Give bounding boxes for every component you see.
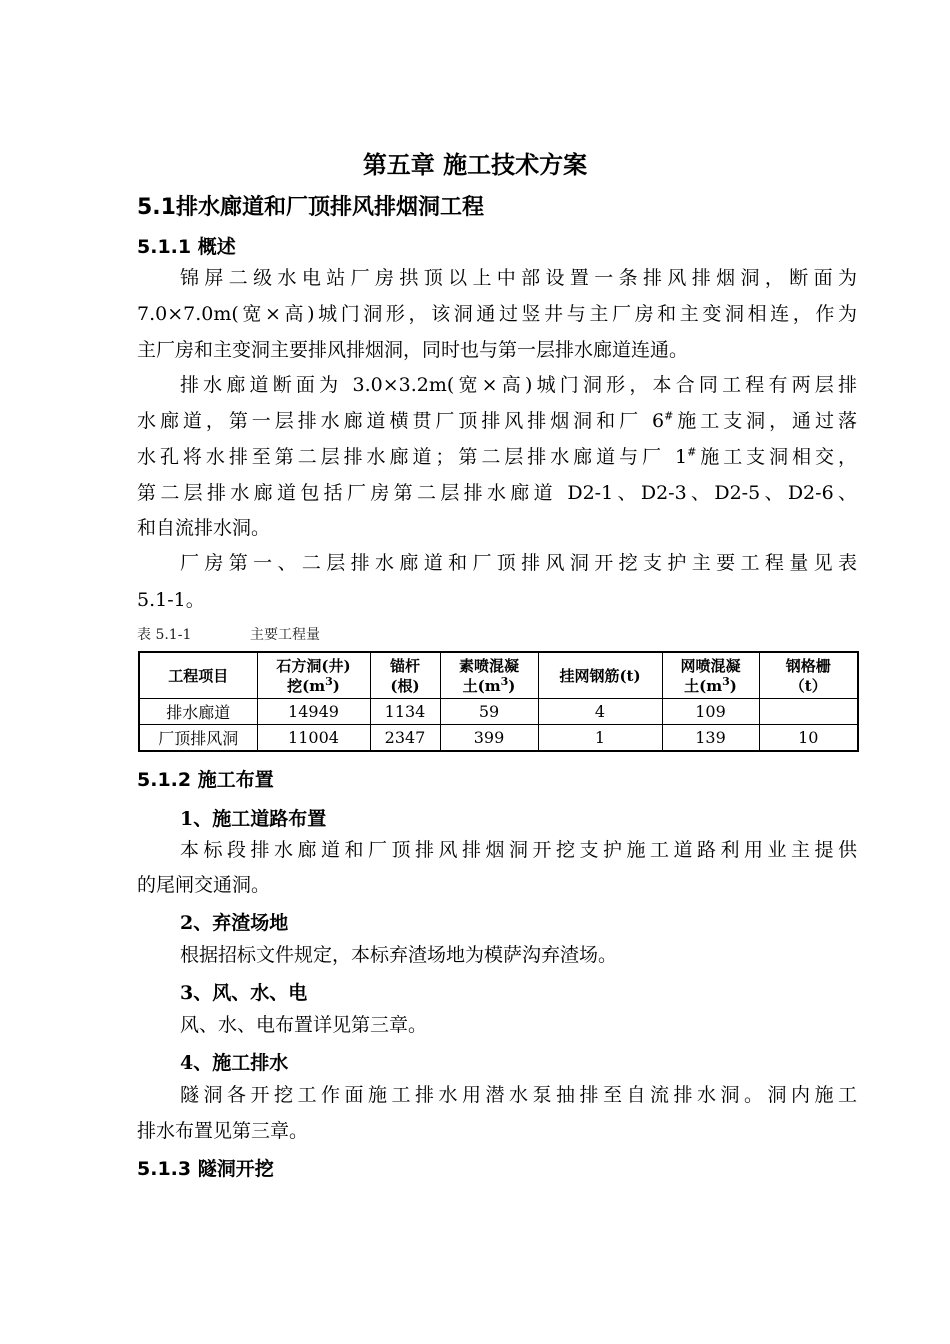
table-cell: 4 (538, 699, 662, 725)
paragraph-line: 根据招标文件规定，本标弃渣场地为模萨沟弃渣场。 (180, 944, 618, 966)
table-cell: 1 (538, 725, 662, 752)
table-cell: 59 (440, 699, 538, 725)
table-cell: 2347 (370, 725, 440, 752)
paragraph-line: 第二层排水廊道包括厂房第二层排水廊道 D2-1、D2-3、D2-5、D2-6、 (137, 482, 857, 504)
table-cell (759, 699, 858, 725)
table-header-row (139, 652, 858, 699)
subsection-title-511: 5.1.1 概述 (137, 236, 236, 258)
table-cell: 14949 (257, 699, 370, 725)
paragraph-line: 锦屏二级水电站厂房拱顶以上中部设置一条排风排烟洞，断面为 (180, 267, 857, 289)
table-cell: 1134 (370, 699, 440, 725)
table-cell: 109 (662, 699, 759, 725)
item-title: 4、施工排水 (180, 1052, 289, 1074)
column-header: 锚杆 (根) (370, 652, 440, 699)
paragraph-line: 7.0×7.0m(宽×高)城门洞形，该洞通过竖井与主厂房和主变洞相连，作为 (137, 303, 857, 325)
subsection-title-513: 5.1.3 隧洞开挖 (137, 1158, 274, 1180)
paragraph-line: 和自流排水洞。 (137, 517, 271, 539)
table-caption-title: 主要工程量 (250, 627, 320, 643)
paragraph-line: 水孔将水排至第二层排水廊道；第二层排水廊道与厂 1#施工支洞相交， (137, 445, 857, 468)
paragraph-line: 水廊道，第一层排水廊道横贯厂顶排风排烟洞和厂 6#施工支洞，通过落 (137, 409, 857, 432)
paragraph-line: 厂房第一、二层排水廊道和厂顶排风洞开挖支护主要工程量见表 (180, 552, 857, 574)
item-title: 1、施工道路布置 (180, 808, 327, 830)
table-row (139, 699, 858, 725)
column-header: 网喷混凝 土$(m^3)$ (662, 652, 759, 699)
table-cell: 11004 (257, 725, 370, 752)
subsection-title-512: 5.1.2 施工布置 (137, 769, 274, 791)
paragraph-line: 隧洞各开挖工作面施工排水用潜水泵抽排至自流排水洞。洞内施工 (180, 1084, 857, 1106)
paragraph-line: 排水廊道断面为 3.0×3.2m(宽×高)城门洞形，本合同工程有两层排 (180, 374, 857, 396)
paragraph-line: 主厂房和主变洞主要排风排烟洞，同时也与第一层排水廊道连通。 (137, 339, 689, 361)
quantity-table (138, 651, 859, 752)
column-header: 钢格栅 （t） (759, 652, 858, 699)
table-cell: 399 (440, 725, 538, 752)
table-cell: 139 (662, 725, 759, 752)
chapter-title: 第五章 施工技术方案 (362, 151, 588, 179)
paragraph-line: 本标段排水廊道和厂顶排风排烟洞开挖支护施工道路利用业主提供 (180, 839, 857, 861)
item-title: 3、风、水、电 (180, 982, 308, 1004)
column-header: 工程项目 (139, 652, 257, 699)
column-header: 石方洞(井) 挖$(m^3)$ (257, 652, 370, 699)
column-header: 挂网钢筋(t) (538, 652, 662, 699)
table-cell: 厂顶排风洞 (139, 725, 257, 752)
table-cell: 排水廊道 (139, 699, 257, 725)
paragraph-line: 排水布置见第三章。 (137, 1120, 309, 1142)
item-title: 2、弃渣场地 (180, 912, 289, 934)
section-title: 5.1排水廊道和厂顶排风排烟洞工程 (137, 195, 484, 220)
column-header: 素喷混凝 土$(m^3)$ (440, 652, 538, 699)
table-caption-number: 表 5.1-1 (137, 627, 192, 643)
paragraph-line: 的尾闸交通洞。 (137, 874, 271, 896)
table-row (139, 725, 858, 752)
paragraph-line: 5.1-1。 (137, 589, 205, 611)
table-cell: 10 (759, 725, 858, 752)
paragraph-line: 风、水、电布置详见第三章。 (180, 1014, 428, 1036)
